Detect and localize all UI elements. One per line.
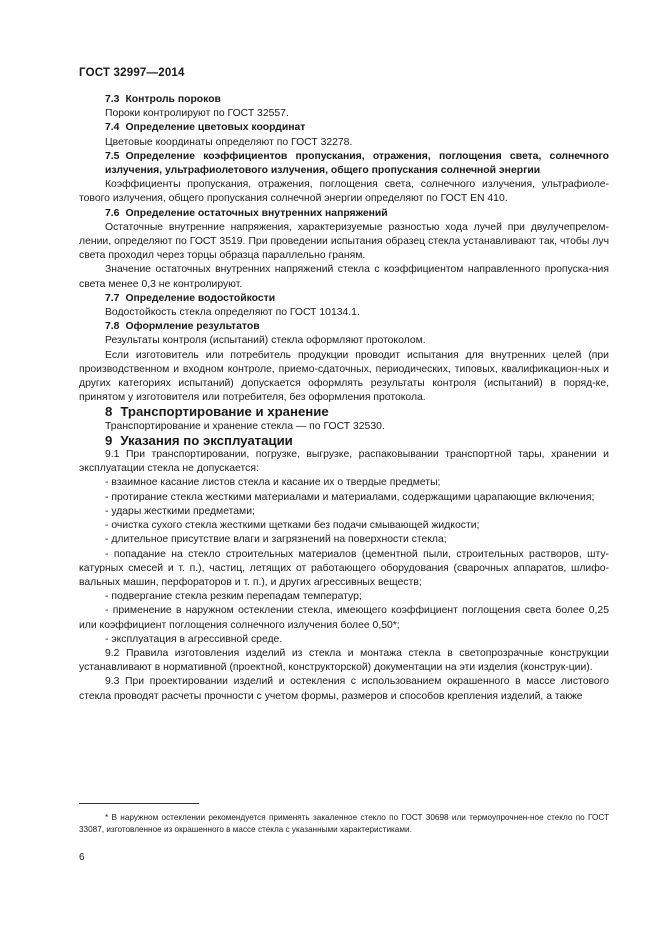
- page-content: [79, 93, 609, 704]
- section-8-heading: 8 Транспортирование и хранение: [105, 404, 329, 420]
- section-9-heading: 9 Указания по эксплуатации: [105, 432, 293, 448]
- section-7-8-text-2: Если изготовитель или потребитель продукции проводит испытания для внутренних целей (при производственном и входном контроле, приемо-сдаточных, периодических, типовых, квалификацион-ных и других категориях испытаний) допускается оформлять результаты контроля (испытаний) в поряд-ке, принятом у изготовителя или потребителя, без оформления протокола.: [79, 349, 609, 404]
- list-item: - взаимное касание листов стекла и касание их о твердые предметы;: [105, 477, 441, 489]
- document-header: ГОСТ 32997—2014: [79, 67, 185, 79]
- section-7-6-text-2: Значение остаточных внутренних напряжений стекла с коэффициентом направленного пропуска-ния света менее 0,3 не контролируют.: [79, 264, 609, 290]
- section-7-5-heading: 7.5 Определение коэффициентов пропускания, отражения, поглощения света, солнечного излучения, ультрафиолетового излучения, общего пропускания солнечной энергии: [105, 150, 609, 177]
- section-7-3-text: Пороки контролируют по ГОСТ 32557.: [105, 108, 289, 120]
- section-7-4-heading: 7.4 Определение цветовых координат: [105, 122, 306, 134]
- section-7-7-text: Водостойкость стекла определяют по ГОСТ 10134.1.: [105, 307, 360, 319]
- section-7-6-text-1: Остаточные внутренние напряжения, характеризуемые разностью хода лучей при двулучепрелом-лении, определяют по ГОСТ 3519. При проведении испытания образец стекла устанавливают так, чтобы луч света проходил через торцы образца параллельно граням.: [79, 221, 609, 262]
- list-item: - удары жесткими предметами;: [105, 505, 255, 517]
- section-8-text: Транспортирование и хранение стекла — по ГОСТ 32530.: [105, 420, 385, 432]
- footnote-divider: [79, 803, 199, 804]
- section-7-6-heading: 7.6 Определение остаточных внутренних напряжений: [105, 207, 388, 219]
- footnote: * В наружном остеклении рекомендуется применять закаленное стекло по ГОСТ 30698 или термоупрочнен-ное стекло по ГОСТ 33087, изготовленное из окрашенного в массе стекла с указанными характеристиками.: [79, 813, 609, 834]
- page-number: 6: [79, 852, 85, 863]
- section-7-8-text-1: Результаты контроля (испытаний) стекла оформляют протоколом.: [105, 335, 426, 347]
- list-item: - очистка сухого стекла жесткими щетками без подачи смывающей жидкости;: [105, 520, 480, 532]
- section-7-3-heading: 7.3 Контроль пороков: [105, 94, 221, 105]
- section-9-2-text: 9.2 Правила изготовления изделий из стекла и монтажа стекла в светопрозрачные конструкции устанавливают в нормативной (проектной, конструкторской) документации на эти изделия (конструк-ции).: [79, 647, 609, 674]
- list-item: - попадание на стекло строительных материалов (цементной пыли, строительных растворов, шту-катурных смесей и т. п.), частиц, летящих от работающего оборудования (сварочных аппаратов, шлифо-вальных машин, перфораторов и т. п.), и других агрессивных веществ;: [79, 548, 609, 588]
- list-item: - подвергание стекла резким перепадам температур;: [105, 591, 362, 603]
- list-item: - длительное присутствие влаги и загрязнений на поверхности стекла;: [105, 534, 447, 546]
- section-7-8-heading: 7.8 Оформление результатов: [105, 321, 260, 333]
- section-7-7-heading: 7.7 Определение водостойкости: [105, 292, 276, 304]
- section-9-1-text: 9.1 При транспортировании, погрузке, выгрузке, распаковывании транспортной тары, хранении и эксплуатации стекла не допускается:: [79, 449, 609, 475]
- list-item: - протирание стекла жесткими материалами и материалами, содержащими царапающие включения;: [105, 491, 595, 503]
- section-7-5-text: Коэффициенты пропускания, отражения, поглощения света, солнечного излучения, ультрафиоле-тового излучения, общего пропускания солнечной энергии определяют по ГОСТ EN 410.: [79, 179, 609, 205]
- list-item: - применение в наружном остеклении стекла, имеющего коэффициент поглощения света более 0,25 или коэффициент поглощения солнечного излучения более 0,50*;: [79, 605, 609, 631]
- section-9-3-text: 9.3 При проектировании изделий и остекления с использованием окрашенного в массе листового стекла проводят расчеты прочности с учетом формы, размеров и способов крепления изделий, а также: [79, 676, 609, 702]
- section-7-4-text: Цветовые координаты определяют по ГОСТ 32278.: [105, 136, 353, 148]
- list-item: - эксплуатация в агрессивной среде.: [105, 633, 283, 645]
